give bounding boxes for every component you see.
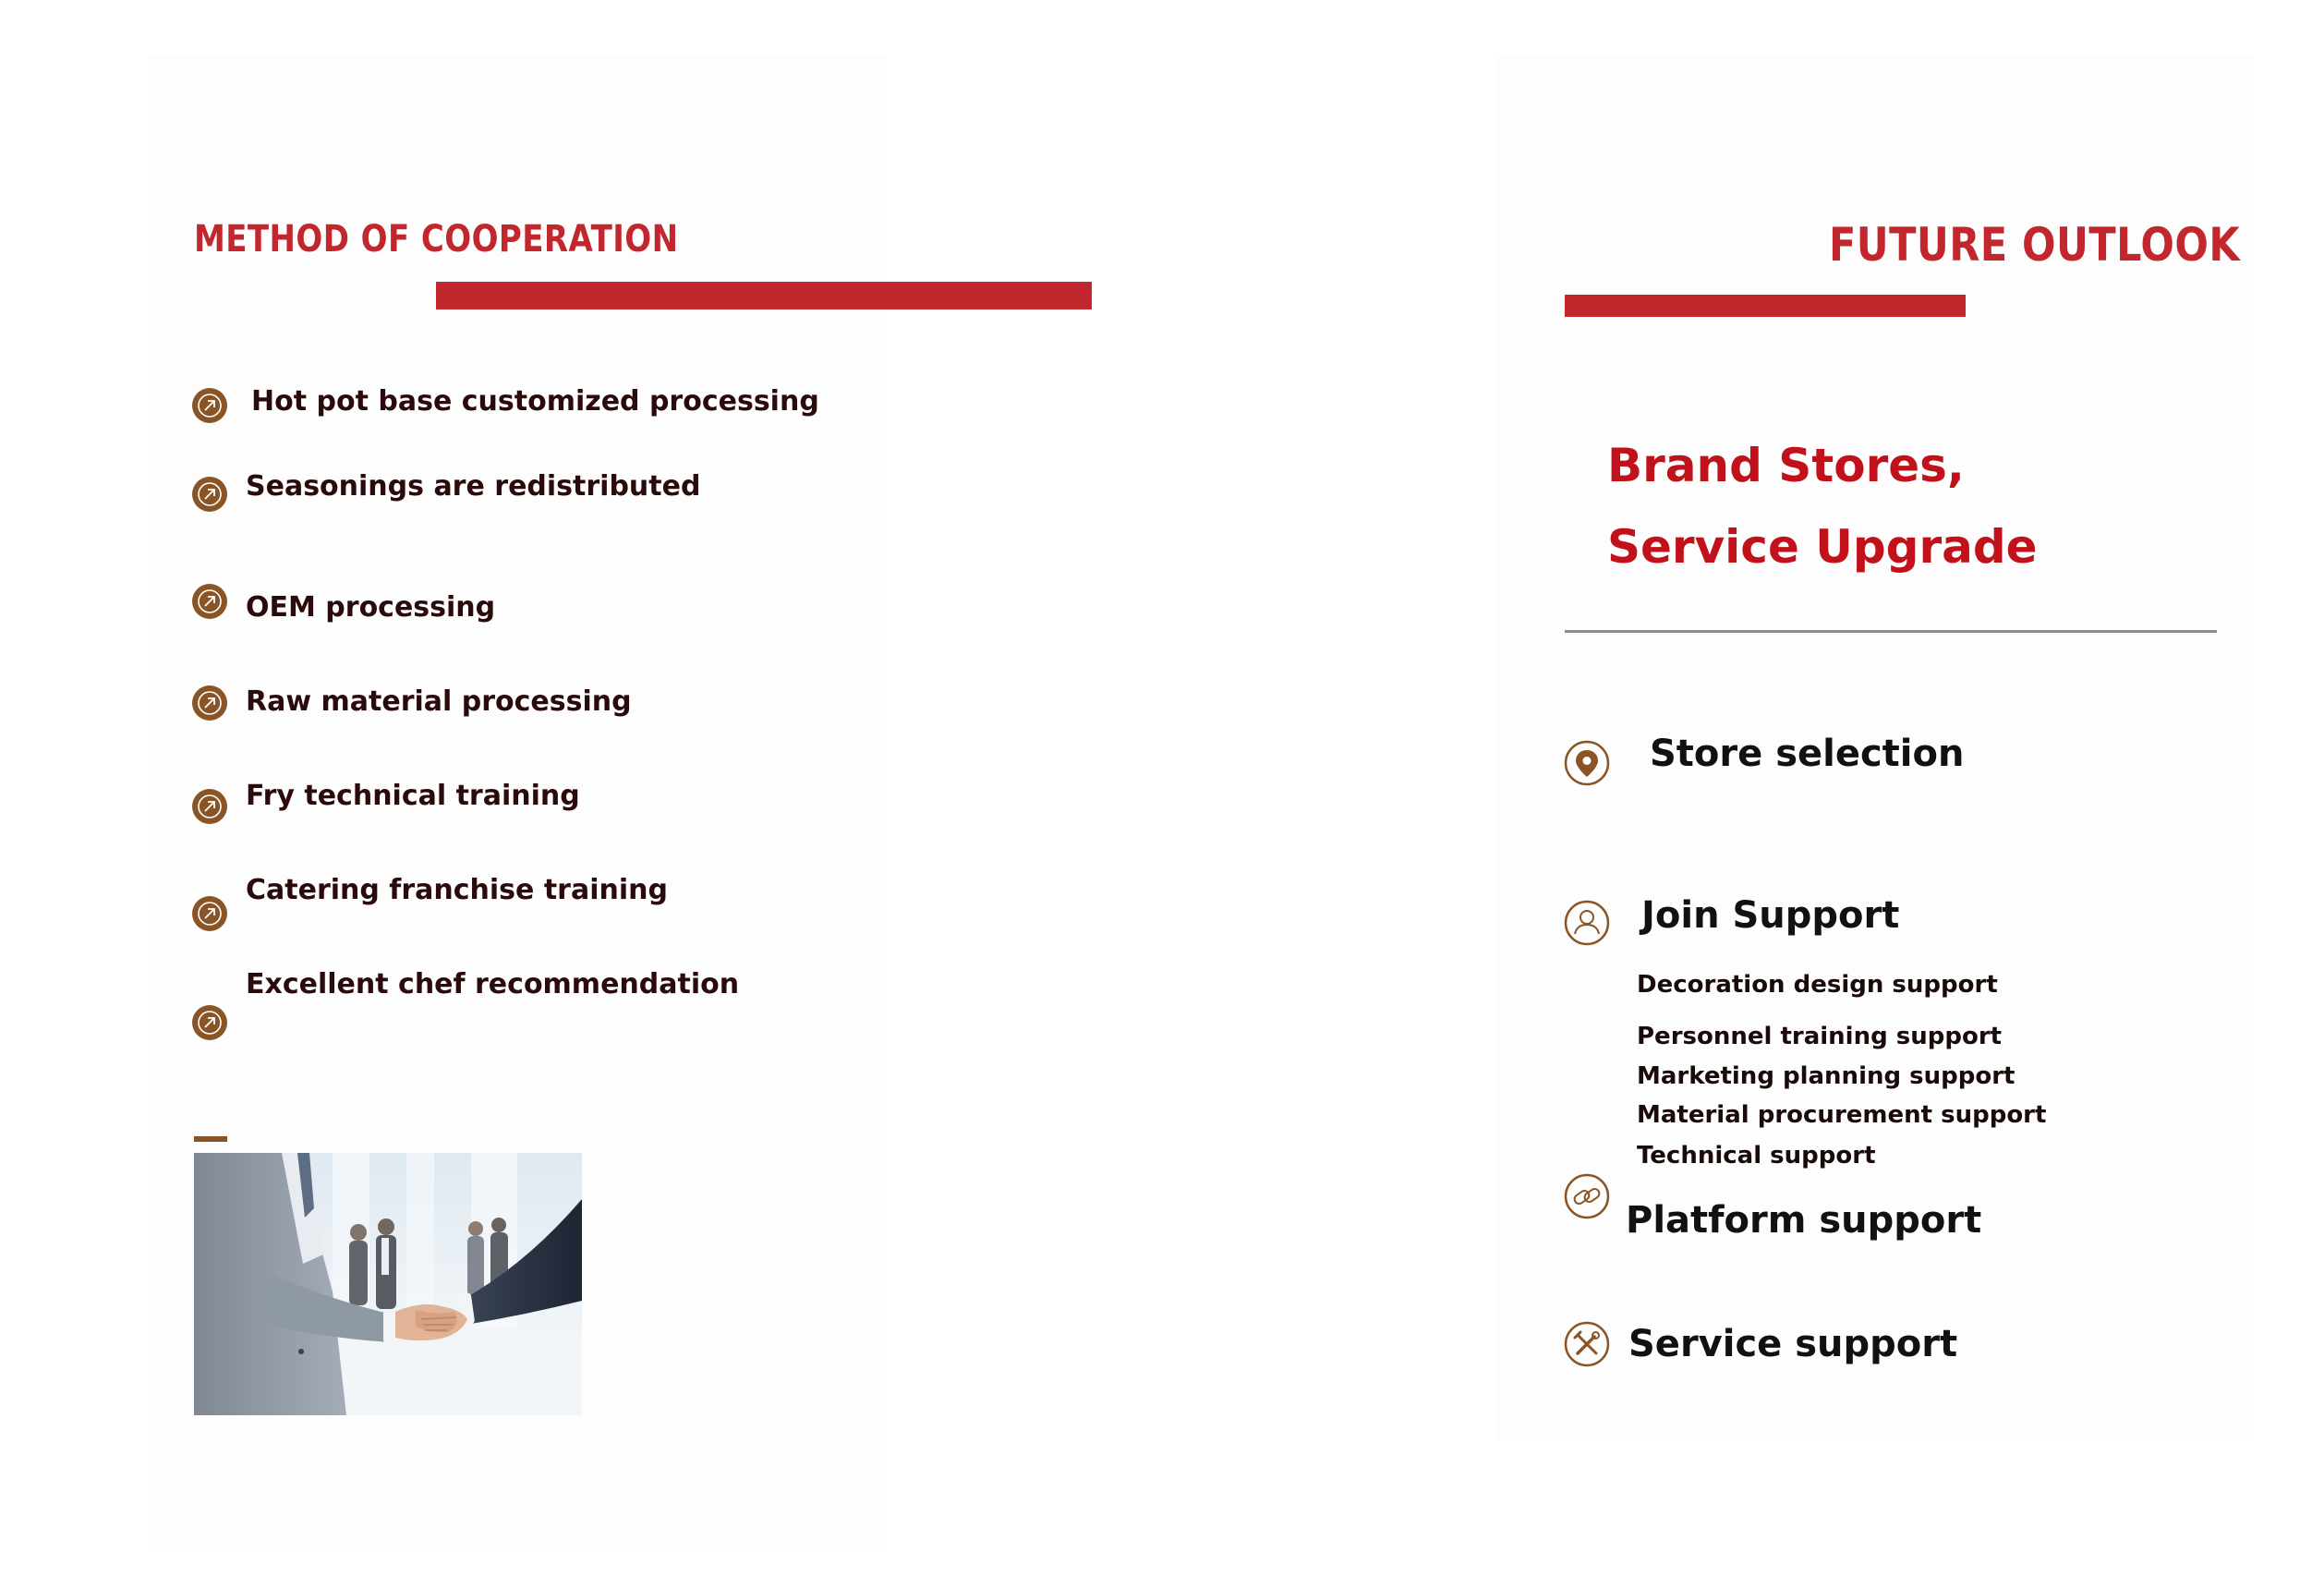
- brand-line-2: Service Upgrade: [1607, 520, 2038, 574]
- cooperation-item-label: Fry technical training: [246, 780, 580, 812]
- arrow-up-right-icon: [192, 477, 227, 512]
- arrow-up-right-icon: [192, 685, 227, 721]
- cooperation-item-label: Raw material processing: [246, 685, 632, 718]
- arrow-up-right-icon: [192, 789, 227, 824]
- join-support-item: Technical support: [1637, 1142, 1876, 1170]
- tools-icon: [1564, 1321, 1610, 1367]
- cooperation-title-underline: [436, 282, 1092, 309]
- join-support-title: Join Support: [1641, 894, 1900, 937]
- cooperation-item: [192, 591, 839, 647]
- cooperation-item-label: Catering franchise training: [246, 874, 668, 906]
- location-pin-icon: [1564, 740, 1610, 786]
- join-support-item: Decoration design support: [1637, 971, 1998, 999]
- arrow-up-right-icon: [192, 896, 227, 931]
- join-support-item: Material procurement support: [1637, 1101, 2047, 1129]
- cooperation-item-label: OEM processing: [246, 591, 496, 624]
- cooperation-item-label: Seasonings are redistributed: [246, 470, 701, 503]
- outlook-title-underline: [1565, 295, 1966, 317]
- cooperation-item: [192, 968, 839, 1024]
- arrow-up-right-icon: [192, 1005, 227, 1040]
- cooperation-title: METHOD OF COOPERATION: [194, 218, 679, 261]
- outlook-title: FUTURE OUTLOOK: [1829, 218, 2241, 272]
- link-icon: [1564, 1173, 1610, 1219]
- brand-line-1: Brand Stores,: [1607, 439, 1965, 492]
- cooperation-item: [192, 685, 839, 741]
- cooperation-item-label: Hot pot base customized processing: [251, 385, 819, 418]
- join-support-item: Personnel training support: [1637, 1023, 2003, 1050]
- handshake-photo: [194, 1153, 582, 1415]
- store-selection-title: Store selection: [1650, 733, 1965, 775]
- arrow-up-right-icon: [192, 388, 227, 423]
- service-support-title: Service support: [1628, 1323, 1958, 1365]
- cooperation-item: [192, 874, 839, 929]
- person-icon: [1564, 900, 1610, 946]
- section-divider: [1565, 630, 2217, 633]
- accent-dash: [194, 1136, 227, 1142]
- cooperation-item: [192, 470, 839, 526]
- join-support-item: Marketing planning support: [1637, 1062, 2015, 1090]
- cooperation-item: [192, 780, 839, 835]
- arrow-up-right-icon: [192, 584, 227, 619]
- cooperation-item: [192, 385, 839, 441]
- cooperation-item-label: Excellent chef recommendation: [246, 968, 740, 1000]
- platform-support-title: Platform support: [1626, 1199, 1982, 1242]
